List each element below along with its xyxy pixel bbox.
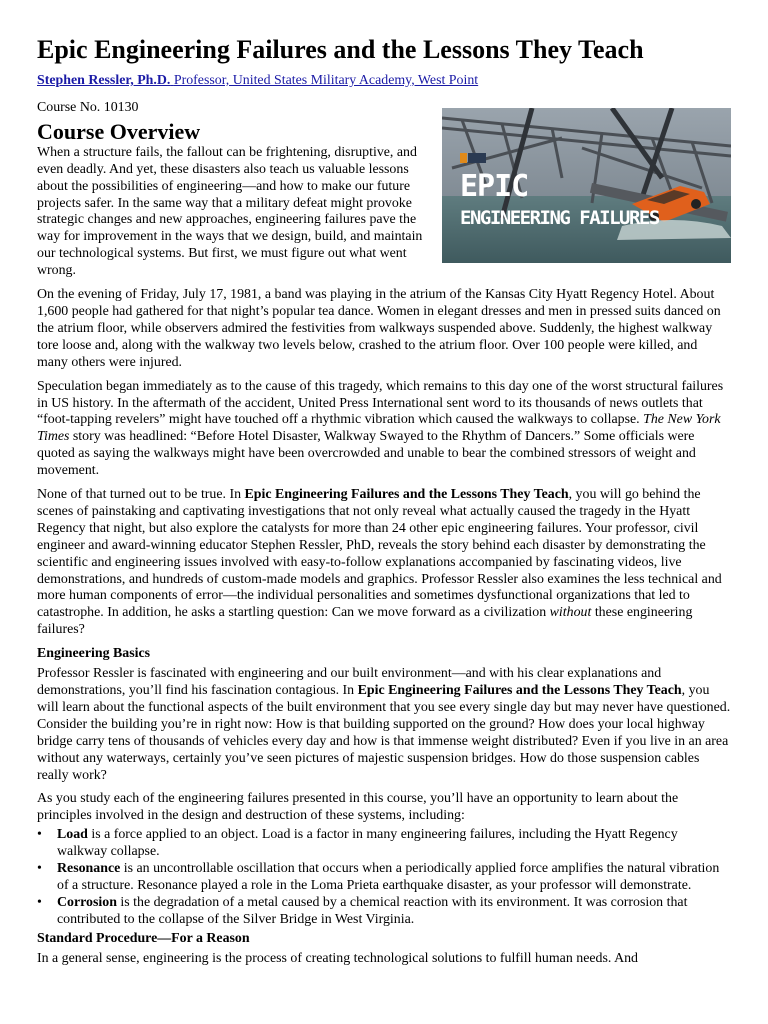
subheading-engineering-basics: Engineering Basics xyxy=(37,646,151,662)
course-number: Course No. 10130 xyxy=(37,99,139,115)
list-item: • Load is a force applied to an object. Load is a factor in many engineering failures, including the Hyatt Regency walkway collapse. xyxy=(37,827,678,860)
list-item: • Corrosion is the degradation of a metal caused by a chemical reaction with its environment. It was corrosion that contributed to the collapse of the Silver Bridge in West Virginia. xyxy=(37,894,688,927)
subheading-standard-procedure: Standard Procedure—For a Reason xyxy=(37,930,250,946)
author-name: Stephen Ressler, Ph.D. xyxy=(37,73,171,88)
page-title: Epic Engineering Failures and the Lessons They Teach xyxy=(37,35,644,64)
the-great-courses-logo xyxy=(460,153,486,163)
hero-title-line-2: ENGINEERING FAILURES xyxy=(460,206,659,229)
paragraph-speculation: Speculation began immediately as to the cause of this tragedy, which remains to this day one of the worst structural failures in US history. In the aftermath of the accident, United Press International sent word to its thousands of news outlets that “foot-tapping revelers” might have touched off a rhythmic vibration which caused the walkways to collapse. The New York Times story was headlined: “Before Hotel Disaster, Walkway Swayed to the Rhythm of Dancers.” Some officials were quoted as saying the walkways might have been overcrowded and unable to bear the combined stressors of weight and movement. xyxy=(37,378,724,479)
page xyxy=(37,0,731,968)
list-item: • Resonance is an uncontrollable oscillation that occurs when a periodically applied force amplifies the natural vibration of a structure. Resonance played a role in the Loma Prieta earthquake disaster, as your professor will demonstrate. xyxy=(37,861,720,893)
paragraph-course-description: None of that turned out to be true. In Epic Engineering Failures and the Lessons They Teach, you will go behind the scenes of painstaking and captivating investigations that not only reveal what actually caused the tragedy in the Hyatt Regency that night, but also explore the catalysts for more than 24 other epic engineering failures. Your professor, civil engineer and award-winning educator Stephen Ressler, PhD, reveals the story behind each disaster by demonstrating the scientific and engineering issues involved with easy-to-follow explanations accompanied by fascinating videos, live demonstrations, and hundreds of custom-made models and graphics. Professor Ressler also examines the less technical and more human components of error—the individual personalities and sometimes dysfunctional organizations that led to catastrophe. In addition, he asks a startling question: Can we move forward as a civilization without these engineering failures? xyxy=(37,487,722,638)
paragraph-principles-intro: As you study each of the engineering failures presented in this course, you’ll have an opportunity to learn about the principles involved in the design and destruction of these systems, including: xyxy=(37,791,679,824)
hero-title-line-1: EPIC xyxy=(460,168,529,204)
author-affiliation: Professor, United States Military Academy, West Point xyxy=(173,73,479,88)
paragraph-intro: When a structure fails, the fallout can be frightening, disruptive, and even deadly. And yet, these disasters also teach us valuable lessons about the possibilities of engineering—and how to make our future projects safer. In the same way that a military defeat might provoke strategic changes and new approaches, engineering failures pave the way for improvement in the ways that we design, build, and maintain our technological systems. But first, we must figure out what went wrong. xyxy=(37,144,423,279)
paragraph-engineering-basics: Professor Ressler is fascinated with engineering and our built environment—and with his clear explanations and demonstrations, you’ll find his fascination contagious. In Epic Engineering Failures and the Lessons They Teach, you will learn about the functional aspects of the built environment that you see every single day but may never have questioned. Consider the building you’re in right now: How is that building supported on the ground? How does your local highway bridge carry tens of thousands of vehicles every day and how is that immense weight distributed? Even if you live in an area without any waterways, certainly you’ve seen pictures of majestic suspension bridges. How do those suspension cables really work? xyxy=(37,666,731,783)
author-link[interactable] xyxy=(37,73,731,90)
paragraph-hyatt-regency: On the evening of Friday, July 17, 1981, a band was playing in the atrium of the Kansas City Hyatt Regency Hotel. About 1,600 people had gathered for that night’s popular tea dance. Women in elegant dresses and men in pressed suits danced on the atrium floor, while observers admired the festivities from walkways suspended above. Suddenly, the highest walkway tore loose and, along with the walkway two levels below, crashed to the atrium floor. Over 100 people were killed, and many others were injured. xyxy=(37,287,721,370)
collapsed-bridge-illustration xyxy=(442,108,731,263)
paragraph-standard-procedure: In a general sense, engineering is the process of creating technological solutions to fulfill human needs. And xyxy=(37,950,638,966)
principles-list xyxy=(37,827,731,928)
course-cover-image xyxy=(442,108,731,263)
section-heading-course-overview: Course Overview xyxy=(37,118,201,144)
